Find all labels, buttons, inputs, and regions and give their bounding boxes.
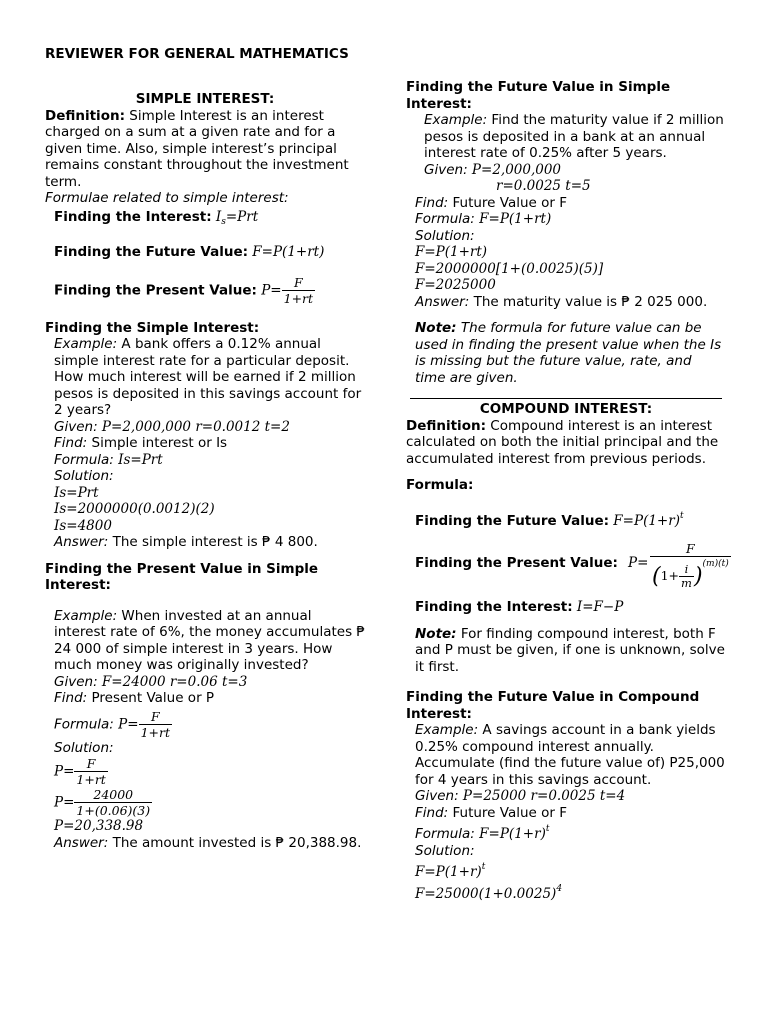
example2-heading: Finding the Present Value in Simple Interest: [45,560,319,593]
example2-answer: Answer: The amount invested is ₱ 20,388.98. [54,834,362,851]
compound-interest-definition: Definition: Compound interest is an interest calculated on both the initial principal and the accumulated interest from previous periods. [406,417,719,467]
future-value-step2: F=2000000[1+(0.0025)(5)] [415,260,604,277]
example2-solution-step2: P= $\frac{24000}{1+(0.06)(3)}$ [54,787,151,818]
formulae-intro: Formulae related to simple interest: [45,190,289,206]
formula-interest-expr: $I_s=Prt$ [215,208,259,227]
example1-solution-step3: Is=4800 [54,517,112,534]
formula-present-lhs: P= [261,282,282,298]
future-value-example: Example: Find the maturity value if 2 million pesos is deposited in a bank at an annual interest rate of 0.25% after 5 years. [424,112,724,161]
example1-solution-step2: Is=2000000(0.0012)(2) [54,501,215,517]
example3-statement: Example: A savings account in a bank yields 0.25% compound interest annually. Accumulate (find the future value of) P25,000 for 4 years in this savings account. [415,722,725,788]
example2-find: Find: Present Value or P [54,690,215,706]
example3-step2: $F=25000(1+0.0025)^4$ [415,883,563,902]
example2-solution-step3: P=20,338.98 [54,818,144,834]
document-title: REVIEWER FOR GENERAL MATHEMATICS [45,46,349,62]
example2-solution-label: Solution: [54,739,114,756]
example3-body [406,722,726,902]
formula-present-fraction: $\frac{F}{1+rt}$ [283,274,314,306]
section-divider [410,398,722,399]
example1-formula: Formula: Is=Prt [54,451,163,468]
example3-find: Find: Future Value or F [415,804,568,821]
example2-formula: Formula: P= $\frac{F}{1+rt}$ [54,708,170,740]
future-value-simple-heading: Finding the Future Value in Simple Interest: [406,79,671,112]
example3-step1: $F=P(1+r)^t$ [415,862,486,880]
example1-body [45,336,365,551]
left-column [45,91,365,851]
example3-formula: Formula: $F=P(1+r)^t$ [415,824,550,842]
compound-interest-heading: COMPOUND INTEREST: [479,401,653,417]
future-value-step1: F=P(1+rt) [415,244,488,260]
formula-interest-label: Finding the Interest: [54,208,212,225]
example3-heading: Finding the Future Value in Compound Interest: [406,689,700,722]
compound-formula-label: Formula: [406,477,474,493]
example1-solution-label: Solution: [54,468,114,484]
example2-solution-step1: P= $\frac{F}{1+rt}$ [54,756,106,787]
future-value-solution-label: Solution: [415,227,475,244]
example1-heading: Finding the Simple Interest: [45,319,260,336]
example2-statement: Example: When invested at an annual interest rate of 6%, the money accumulates ₱ 24 000 of simple interest in 3 years. How much money was originally invested? [54,607,366,673]
formula-present [45,275,365,306]
future-value-body [406,195,726,387]
future-value-given-cont: r=0.0025 t=5 [496,178,591,194]
formula-future-label: Finding the Future Value: [54,244,248,260]
example1-find: Find: Simple interest or Is [54,435,228,451]
note-compound: Note: For finding compound interest, both F and P must be given, if one is unknown, solve it first. [415,625,725,675]
compound-present-formula: Finding the Present Value: P= F (1+ $\frac{i}{m}$ )$^{(m)(t)}$ [415,541,729,590]
future-value-given: Given: P=2,000,000 [424,161,562,178]
example3-given: Given: P=25000 r=0.0025 t=4 [415,788,626,804]
simple-interest-definition [45,108,365,191]
example1-solution-step1: Is=Prt [54,484,99,501]
example1-given: Given: P=2,000,000 r=0.0012 t=2 [54,418,290,435]
example1-answer: Answer: The simple interest is ₱ 4 800. [54,534,318,550]
note-future-value: Note: The formula for future value can be used in finding the present value when the Is is missing but the future value, rate, and time are given. [415,320,722,386]
future-value-formula: Formula: F=P(1+rt) [415,211,552,227]
compound-future-formula: Finding the Future Value: $F=P(1+r)^t$ [415,510,684,529]
formula-interest [45,209,365,231]
definition-label: Definition: [45,107,125,124]
formula-future-expr: F=P(1+rt) [252,244,325,260]
example2-given: Given: F=24000 r=0.06 t=3 [54,673,248,690]
example3-solution-label: Solution: [415,842,475,859]
future-value-answer: Answer: The maturity value is ₱ 2 025 000. [415,293,708,310]
example1-statement: Example: A bank offers a 0.12% annual simple interest rate for a particular deposit. How much interest will be earned if 2 million pesos is deposited in this savings account for 2 years? [54,336,362,418]
future-value-step3: F=2025000 [415,277,496,293]
formula-future [45,244,365,261]
compound-interest-formula: Finding the Interest: I=F−P [415,599,624,615]
example2-body [45,608,365,852]
definition-text: Simple Interest is an interest charged on a sum at a given rate and for a given time. Also, simple interest’s principal remains constant throughout the investment term. [45,107,349,190]
future-value-find: Find: Future Value or F [415,194,568,211]
formula-present-label: Finding the Present Value: [54,282,257,298]
simple-interest-heading: SIMPLE INTEREST: [135,91,275,107]
right-column [406,79,729,902]
